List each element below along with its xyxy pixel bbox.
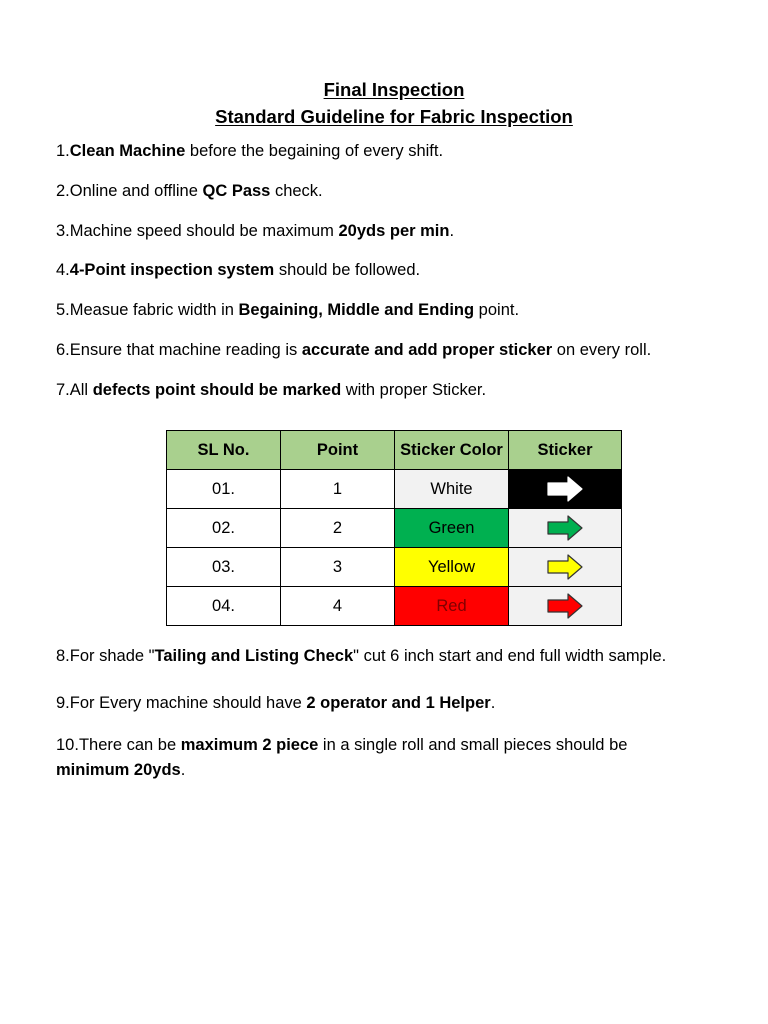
item-emphasis: Clean Machine [69, 142, 186, 160]
cell-sticker-color: Green [395, 509, 509, 548]
item-text: on every roll. [552, 341, 652, 359]
table-header-row [167, 431, 622, 470]
item-number: 10. [56, 736, 79, 754]
header-sticker: Sticker [509, 431, 622, 470]
table-row [167, 509, 622, 548]
item-emphasis: defects point should be marked [92, 381, 342, 399]
arrow-right-icon [546, 475, 584, 503]
arrow-right-icon [546, 514, 584, 542]
guideline-item-4 [56, 261, 420, 280]
arrow-shape [548, 555, 582, 579]
item-number: 2. [56, 182, 70, 200]
cell-sticker [509, 470, 622, 509]
item-number: 7. [56, 381, 70, 399]
item-emphasis: Tailing and Listing Check [154, 647, 354, 665]
item-emphasis: 4-Point inspection system [69, 261, 275, 279]
item-emphasis: accurate and add proper sticker [301, 341, 553, 359]
item-text: For shade " [69, 647, 155, 665]
item-number: 5. [56, 301, 70, 319]
item-text: with proper Sticker. [341, 381, 487, 399]
guideline-item-7 [56, 381, 486, 400]
guideline-item-3 [56, 222, 454, 241]
item-text: Machine speed should be maximum [69, 222, 339, 240]
guideline-item-8 [56, 647, 666, 666]
guideline-item-9 [56, 694, 495, 713]
item-emphasis: QC Pass [202, 182, 271, 200]
header-sticker-color: Sticker Color [395, 431, 509, 470]
arrow-shape [548, 516, 582, 540]
guideline-item-10 [56, 736, 627, 755]
sticker-table [166, 430, 622, 626]
table-row [167, 548, 622, 587]
cell-point: 1 [281, 470, 395, 509]
item-text: should be followed. [274, 261, 421, 279]
arrow-shape [548, 594, 582, 618]
item-text: point. [474, 301, 520, 319]
arrow-right-icon [546, 592, 584, 620]
cell-sticker-color: Red [395, 587, 509, 626]
cell-sl-no: 04. [167, 587, 281, 626]
guideline-item-10-continued [56, 761, 185, 780]
item-number: 4. [56, 261, 70, 279]
item-text: before the begaining of every shift. [185, 142, 444, 160]
cell-sl-no: 01. [167, 470, 281, 509]
item-text: All [69, 381, 93, 399]
item-emphasis: maximum 2 piece [180, 736, 319, 754]
cell-sl-no: 03. [167, 548, 281, 587]
guideline-item-1 [56, 142, 443, 161]
cell-sticker [509, 509, 622, 548]
cell-sticker [509, 548, 622, 587]
item-emphasis: 2 operator and 1 Helper [306, 694, 491, 712]
header-sl-no: SL No. [167, 431, 281, 470]
item-emphasis: Begaining, Middle and Ending [238, 301, 475, 319]
item-text: Online and offline [69, 182, 203, 200]
item-text: . [180, 761, 186, 779]
arrow-shape [548, 477, 582, 501]
guideline-item-6 [56, 341, 651, 360]
item-text: Measue fabric width in [69, 301, 239, 319]
item-text: There can be [78, 736, 181, 754]
table-row [167, 587, 622, 626]
item-number: 9. [56, 694, 70, 712]
cell-point: 4 [281, 587, 395, 626]
table-row [167, 470, 622, 509]
arrow-right-icon [546, 553, 584, 581]
document-subtitle: Standard Guideline for Fabric Inspection [215, 106, 573, 127]
item-text: . [449, 222, 455, 240]
cell-point: 3 [281, 548, 395, 587]
guideline-item-5 [56, 301, 519, 320]
document-title: Final Inspection [323, 79, 465, 100]
item-text: check. [270, 182, 323, 200]
cell-sticker [509, 587, 622, 626]
item-number: 8. [56, 647, 70, 665]
cell-sticker-color: Yellow [395, 548, 509, 587]
item-text: Ensure that machine reading is [69, 341, 302, 359]
item-text: For Every machine should have [69, 694, 307, 712]
item-number: 3. [56, 222, 70, 240]
item-number: 1. [56, 142, 70, 160]
cell-sticker-color: White [395, 470, 509, 509]
header-point: Point [281, 431, 395, 470]
cell-point: 2 [281, 509, 395, 548]
item-emphasis: minimum 20yds [56, 761, 181, 779]
item-text: . [490, 694, 496, 712]
item-text: " cut 6 inch start and end full width sample. [353, 647, 667, 665]
item-number: 6. [56, 341, 70, 359]
guideline-item-2 [56, 182, 323, 201]
cell-sl-no: 02. [167, 509, 281, 548]
item-emphasis: 20yds per min [338, 222, 450, 240]
item-text: in a single roll and small pieces should be [318, 736, 628, 754]
